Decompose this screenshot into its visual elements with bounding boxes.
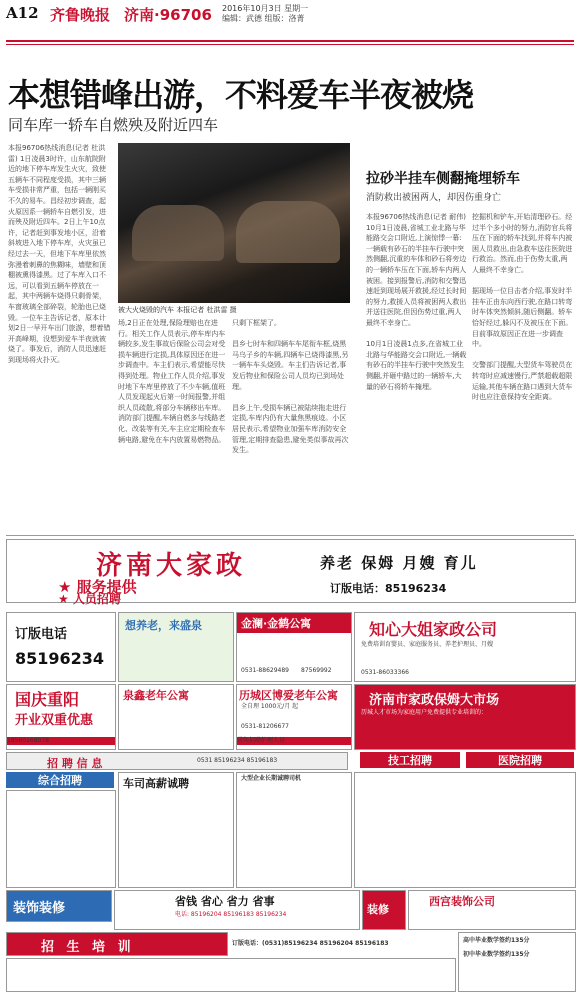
zhixin-phone: 0531-86033366 — [361, 669, 409, 676]
xigong-title: 西宫装饰公司 — [429, 895, 495, 908]
zonghe-block — [6, 790, 116, 888]
header-rule-thin — [6, 44, 574, 45]
gaozhong-line: 高中毕业数学签约135分 — [463, 937, 530, 944]
side-column-1: 本报96706热线消息(记者 耐伟) 10月1日凌晨,省城工业北路与华能路交会口附近,上演惊悸一幕:一辆载有砂石的半挂车行驶中突然侧翻,沉重的车体和砂石将旁边的一辆轿车压在下面,轿车内两人被困。接到报警后,消防和交警迅速赶到现场展开救援,经过长时间的努力,救援人员将被困两人救出并送往医院,但因伤势过重,两人最终不幸身亡。 10月1日凌晨1点多,在省城工业北路与华能路交会口附近,一辆载有砂石的半挂车行驶中突然发生侧翻,并砸中路过的一辆轿车,大量的砂石将轿车掩埋。 — [366, 213, 467, 391]
jinlan-phone-2: 87569992 — [301, 667, 332, 674]
header-meta — [222, 4, 308, 24]
chesi-title: 车司高薪诚聘 — [123, 777, 189, 790]
side-headline: 拉砂半挂车侧翻掩埋轿车 — [366, 171, 520, 187]
order-phone: 85196234 — [15, 649, 105, 668]
zhuangshi-title: 装饰装修 — [13, 901, 66, 916]
quanxin-ad — [118, 684, 234, 750]
shengqian-slogan: 省钱 省心 省力 省事 — [175, 895, 275, 908]
math-ad — [458, 932, 576, 992]
licheng-title: 历城区博爱老年公寓 — [239, 689, 338, 702]
training-row — [6, 958, 456, 992]
laosheng-title: 想养老，来盛泉 — [125, 619, 202, 632]
zhuangxiu-box — [362, 890, 406, 930]
laosheng-ad — [118, 612, 234, 682]
header-rule — [6, 40, 574, 42]
side-column-2: 挖掘机和铲车,开始清理砂石。经过半个多小时的努力,消防官兵将压在下面的轿车找到,并将车内被困人员救出,由急救车送往医院进行救治。然而,由于伤势太重,两人最终不幸身亡。 据现场一位目击者介绍,事发时半挂车正由东向西行驶,在路口转弯时车体突然倾斜,随后侧翻。轿车恰好经过,躲闪不及被压在下面。目前事故原因正在进一步调查中。 交警部门提醒,大型货车驾驶员在转弯时应减速慢行,严禁超载超限运输,其他车辆在路口遇到大货车时也应注意保持安全距离。 — [472, 213, 573, 402]
jiazheng-title: 济南大家政 — [96, 551, 247, 581]
zhixin-title: 知心大姐家政公司 — [369, 620, 498, 639]
jiazheng-services: 养老 保姆 月嫂 育儿 — [320, 554, 478, 572]
daxing-ad — [236, 772, 352, 888]
jiazheng-phone — [330, 580, 446, 596]
xigong-ad — [408, 890, 576, 930]
jinlan-ad — [236, 612, 352, 682]
editor-line: 编辑：武德 组版：洛菁 — [222, 14, 305, 23]
newspaper-logo: 齐鲁晚报 — [50, 6, 111, 24]
zhuangxiu-phone: 电话: 85196204 85196183 85196234 — [175, 911, 287, 918]
burnt-car-shape — [236, 201, 340, 263]
zhixin-sub: 免费培训育婴员、家庭服务员、养老护理员、月嫂 — [361, 641, 494, 648]
chesi-ad — [118, 772, 234, 888]
jinan-market-sub: 历城人才市场为家庭用户免费提供专业培训的： — [361, 709, 488, 716]
quanxin-title: 泉鑫老年公寓 — [123, 689, 189, 702]
jishu-yiyuan-block — [354, 772, 576, 888]
article-column-2: 场,2日正在处理,保险理赔也在进行。相关工作人员表示,停车库内车辆较多,发生事故后保险公司会对受损车辆进行定损,具体原因还在进一步调查中。车主们表示,希望能尽快得到处理。物业工作人员介绍,事发时地下车库里停放了不少车辆,值班人员发现起火后第一时间报警,并组织人员疏散,将部分车辆移出车库。消防部门提醒,车辆自燃多与线路老化、改装等有关,车主应定期检查车辆电路,避免在车内放置易燃物品。 — [118, 319, 226, 444]
guoqing-title: 国庆重阳 — [15, 690, 80, 709]
jinan-market-ad — [354, 684, 576, 750]
jinlan-title: 金澜·金鹤公寓 — [237, 613, 351, 633]
side-sub-headline: 消防救出被困两人，却因伤重身亡 — [366, 193, 502, 203]
zhuangxiu-phone-ad — [114, 890, 360, 930]
jinlan-phone-1: 0531-88629489 — [241, 667, 289, 674]
phone-label: 订版电话： — [330, 582, 385, 595]
date-line: 2016年10月3日 星期一 — [222, 4, 309, 13]
zhaosheng-phone: 订版电话：(0531)85196234 85196204 85196183 — [232, 940, 389, 947]
page-number: A12 — [6, 4, 39, 22]
guoqing-phone: 18560168078 — [7, 737, 115, 745]
yiyuan-header: 医院招聘 — [466, 752, 574, 768]
photo-caption: 被大火烧毁的汽车 本报记者 杜洪雷 摄 — [118, 306, 237, 314]
licheng-note: 常年招聘护理人员 — [237, 737, 351, 745]
zhaopin-header — [6, 752, 348, 770]
jishu-header: 技工招聘 — [360, 752, 460, 768]
licheng-price: 全自理 1000元/月 起 — [241, 703, 299, 710]
sub-headline: 同车库一轿车自燃殃及附近四车 — [8, 116, 219, 134]
burnt-car-shape — [132, 205, 224, 261]
headline: 本想错峰出游，不料爱车半夜被烧 — [8, 76, 474, 114]
zhixin-ad — [354, 612, 576, 682]
jinxingzhong: 进行中 — [84, 914, 103, 921]
guoqing-ad — [6, 684, 116, 750]
chuzhong-line: 初中毕业数学签约135分 — [463, 951, 530, 958]
ad-separator — [6, 535, 574, 536]
zhaopin-phone: 0531 85196234 85196183 — [197, 757, 278, 764]
licheng-ad — [236, 684, 352, 750]
jinan-market-title: 济南市家政保姆大市场 — [369, 693, 500, 708]
jiazheng-line-1: ★ 服务提供 — [58, 578, 137, 596]
jiazheng-line-2: ★ 人员招聘 — [58, 592, 121, 606]
article-column-3: 只剩下框架了。 昌乡七时车和四辆车车尾衔车框,烧黑马乌子乡的车辆,四辆车已烧得漆黑,另一辆车车头烧毁。车主们告诉记者,事发后物业和保险公司人员均已到场处理。 昌乡上午,受损车辆已被陆续拖走进行定损,车库内仍有大量焦黑痕迹。小区居民表示,希望物业加强车库消防安全管理,定期排查隐患,避免类似事故再次发生。 — [232, 319, 349, 455]
order-label: 订版电话 — [15, 627, 68, 642]
guoqing-sub: 开业双重优惠 — [15, 713, 94, 728]
zhuangxiu-box-label: 装修 — [367, 903, 389, 916]
licheng-phone: 0531-81206677 — [241, 723, 289, 730]
zhaopin-title: 招 聘 信 息 — [47, 757, 103, 770]
zonghe-header: 综合招聘 — [6, 772, 114, 788]
page-header — [6, 4, 574, 24]
zhaosheng-banner — [6, 932, 228, 956]
section-name: 济南·96706 — [124, 6, 212, 24]
order-ad — [6, 612, 116, 682]
daxing-title: 大型企业长期诚聘司机 — [241, 775, 302, 782]
phone-number: 85196234 — [385, 582, 447, 595]
article-column-1: 本报96706热线消息(记者 杜洪雷) 1日凌晨3时许，山东航院附近的地下停车库发生火灾，致使五辆车不同程度受损，其中三辆车受损非常严重，包括一辆刚买不久的易车。昌经初步调查，起火原因系一辆轿车自燃引发，进而殃及附近四车。2日上午10点许，记者赶到事发地小区，沿着斜坡进入地下停车库，火灾虽已经过去一天，但地下车库里依然弥漫着刺鼻的焦糊味，墙壁和顶棚被熏得漆黑。过了车库入口不远，可以看到五辆车停放在一起，其中两辆车烧得只剩骨架，车窗玻璃全部碎裂，轮胎也已烧毁。一位车主告诉记者，原本计划2日一早开车出门旅游，想着错开高峰期，没想到爱车半夜就被烧了。事发后，消防人员迅速赶到现场将火扑灭。 — [8, 144, 111, 364]
zhaosheng-title: 招 生 培 训 — [41, 940, 135, 955]
news-photo — [118, 143, 350, 303]
